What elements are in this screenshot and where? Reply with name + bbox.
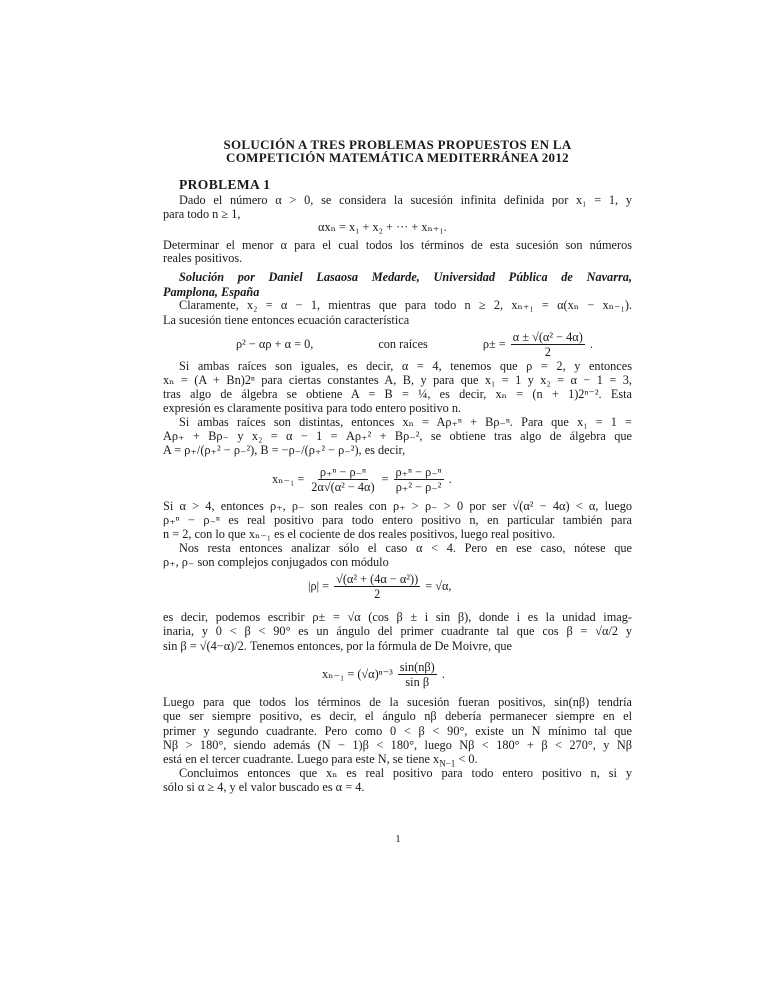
page-number: 1	[395, 833, 401, 845]
paragraph-line: tras algo de álgebra se obtiene A = B = ¼, es decir, xₙ = (n + 1)2ⁿ⁻². Esta	[163, 387, 632, 401]
fraction	[394, 465, 444, 494]
paragraph-line: ρ₊, ρ₋ son complejos conjugados con módulo	[163, 555, 389, 569]
numerator: α ± √(α² − 4α)	[512, 330, 583, 344]
numerator: √(α² + (4α − α²))	[336, 572, 419, 586]
paragraph-line: Si ambas raíces son distintas, entonces xₙ = Aρ₊ⁿ + Bρ₋ⁿ. Para que x₁ = 1 =	[179, 415, 632, 429]
paragraph-line: Aρ₊ + Bρ₋ y x₂ = α − 1 = Aρ₊² + Bρ₋², se obtiene tras algo de álgebra que	[163, 429, 632, 443]
paragraph-line: expresión es claramente positiva para todo entero positivo n.	[163, 401, 462, 415]
equation-recurrence	[318, 220, 447, 235]
fraction	[398, 660, 437, 689]
paragraph-line: Claramente, x₂ = α − 1, mientras que para todo n ≥ 2, xₙ₊₁ = α(xₙ − xₙ₋₁).	[179, 298, 632, 312]
section-heading: PROBLEMA 1	[179, 177, 271, 192]
equation-lhs: xₙ₋₁ = (√α)ⁿ⁻³	[322, 667, 393, 681]
fraction	[511, 330, 585, 359]
denominator: 2	[544, 345, 551, 359]
equation-end: .	[589, 337, 593, 351]
problem-question: Determinar el menor α para el cual todos los términos de esta sucesión son números	[163, 238, 632, 252]
equation-lhs: |ρ| =	[308, 579, 330, 593]
problem-question: reales positivos.	[163, 251, 243, 265]
text: < 0.	[455, 752, 478, 766]
equation-lhs: ρ± =	[482, 337, 506, 351]
equation-de-moivre	[322, 660, 445, 689]
paragraph-line: Luego para que todos los términos de la sucesión fueran positivos, sin(nβ) tendría	[163, 695, 632, 709]
paragraph-line: n = 2, con lo que xₙ₋₁ es el cociente de dos reales positivos, luego real positivo.	[163, 527, 556, 541]
equation-end: .	[441, 667, 445, 681]
paragraph-line: Nos resta entonces analizar sólo el caso α < 4. Pero en ese caso, nótese que	[179, 541, 632, 555]
document-title-line-2: COMPETICIÓN MATEMÁTICA MEDITERRÁNEA 2012	[226, 150, 569, 165]
subscript: N−1	[439, 758, 456, 769]
paragraph-line: sin β = √(4−α)/2. Tenemos entonces, por la fórmula de De Moivre, que	[163, 639, 513, 653]
paragraph-line: inaria, y 0 < β < 90° es un ángulo del primer cuadrante tal que cos β = √α/2 y	[163, 624, 632, 638]
equation-closed-form	[272, 465, 452, 494]
solution-affiliation: Pamplona, España	[163, 285, 260, 299]
equals-sign: =	[381, 472, 389, 486]
paragraph-line: Nβ > 180°, siendo además (N − 1)β < 180°, luego Nβ < 180° + β < 270°, y Nβ	[163, 738, 632, 752]
paragraph-line: que ser siempre positivo, es decir, el ángulo nβ debería permanecer siempre en el	[163, 709, 632, 723]
denominator: 2	[374, 587, 381, 601]
fraction	[334, 572, 420, 601]
equation-text: αxₙ = x₁ + x₂ + ··· + xₙ₊₁.	[318, 220, 447, 234]
paragraph-line: Concluimos entonces que xₙ es real positivo para todo entero positivo n, si y	[179, 766, 632, 780]
paragraph-line: Si ambas raíces son iguales, es decir, α = 4, tenemos que ρ = 2, y entonces	[179, 359, 632, 373]
equation-left: ρ² − αρ + α = 0,	[236, 337, 314, 351]
document-title-line-1: SOLUCIÓN A TRES PROBLEMAS PROPUESTOS EN LA	[223, 137, 572, 152]
fraction	[309, 465, 376, 494]
numerator: sin(nβ)	[399, 660, 435, 674]
paragraph-line: es decir, podemos escribir ρ± = √α (cos β ± i sin β), donde i es la unidad imag-	[163, 610, 632, 624]
equation-end: = √α,	[425, 579, 452, 593]
denominator: ρ₊² − ρ₋²	[395, 480, 442, 494]
paragraph-line: sólo si α ≥ 4, y el valor buscado es α = 4.	[163, 780, 365, 794]
solution-author: Solución por Daniel Lasaosa Medarde, Universidad Pública de Navarra,	[179, 270, 632, 284]
paragraph-line: ρ₊ⁿ − ρ₋ⁿ es real positivo para todo entero positivo n, en particular también para	[163, 513, 632, 527]
numerator: ρ₊ⁿ − ρ₋ⁿ	[319, 465, 366, 479]
paragraph-line: Si α > 4, entonces ρ₊, ρ₋ son reales con ρ₊ > ρ₋ > 0 por ser √(α² − 4α) < α, luego	[163, 499, 632, 513]
equation-connector: con raíces	[378, 337, 428, 351]
equation-end: .	[448, 472, 452, 486]
paragraph-line: primer y segundo cuadrante. Pero como 0 < β < 90°, existe un N mínimo tal que	[163, 724, 632, 738]
text: está en el tercer cuadrante. Luego para este N, se tiene x	[163, 752, 440, 766]
equation-characteristic	[236, 330, 626, 359]
problem-text: Dado el número α > 0, se considera la sucesión infinita definida por x₁ = 1, y	[179, 193, 632, 207]
paragraph-line: A = ρ₊/(ρ₊² − ρ₋²), B = −ρ₋/(ρ₊² − ρ₋²), es decir,	[163, 443, 406, 457]
paragraph-line: La sucesión tiene entonces ecuación característica	[163, 313, 410, 327]
denominator: sin β	[405, 675, 430, 689]
numerator: ρ₊ⁿ − ρ₋ⁿ	[395, 465, 442, 479]
equation-modulus	[308, 572, 452, 601]
paragraph-line: xₙ = (A + Bn)2ⁿ para ciertas constantes A, B, y para que x₁ = 1 y x₂ = α − 1 = 3,	[163, 373, 632, 387]
problem-text: para todo n ≥ 1,	[163, 207, 241, 221]
denominator: 2α√(α² − 4α)	[311, 480, 375, 494]
equation-lhs: xₙ₋₁ =	[272, 472, 305, 486]
